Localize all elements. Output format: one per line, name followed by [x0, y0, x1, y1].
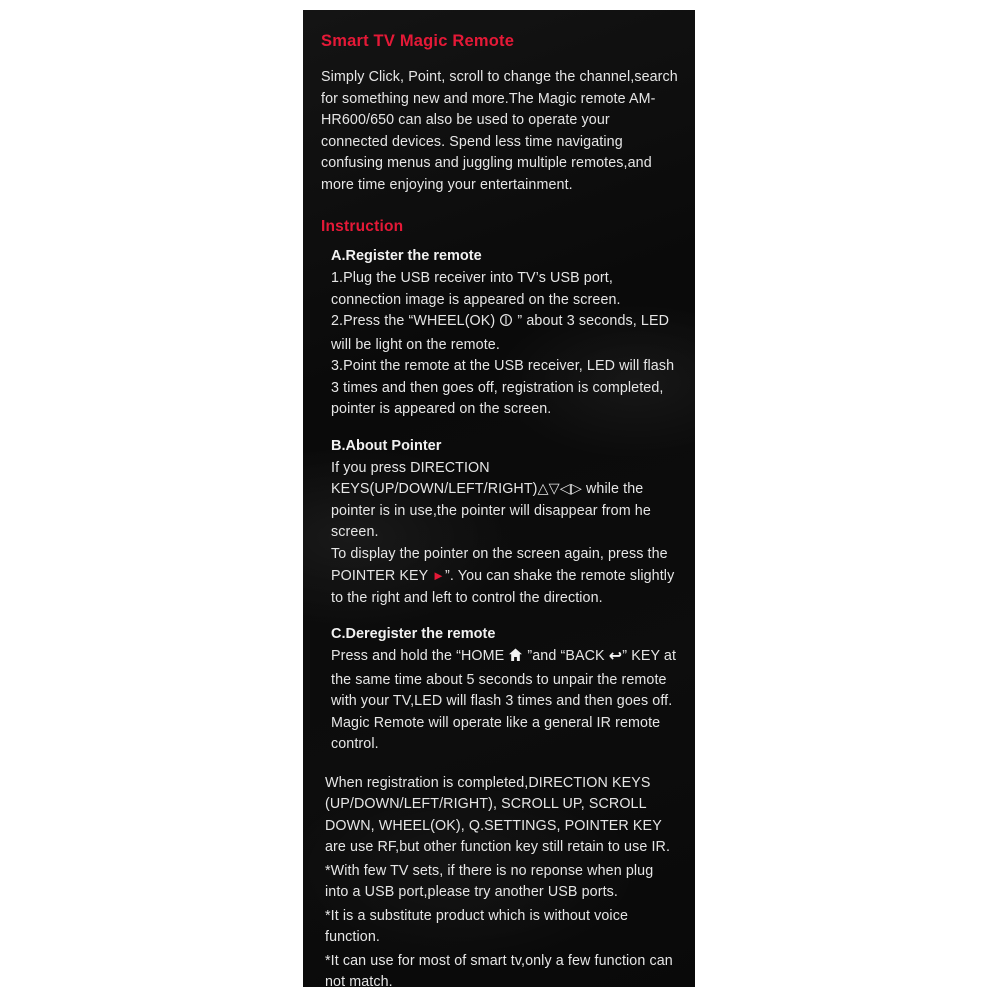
section-c-heading: C.Deregister the remote	[331, 626, 496, 642]
section-register-remote	[331, 248, 679, 421]
section-b-heading: B.About Pointer	[331, 437, 442, 454]
note-compatibility: *It can use for most of smart tv,only a few function can not match.	[325, 952, 673, 990]
deregister-text-mid: ”and “BACK	[523, 648, 609, 664]
back-icon: ↩	[608, 648, 623, 665]
wheel-ok-icon	[499, 313, 513, 335]
section-a-heading: A.Register the remote	[331, 248, 482, 264]
note-no-voice: *It is a substitute product which is without voice function.	[325, 907, 628, 945]
section-a-step1: 1.Plug the USB receiver into TV’s USB port, connection image is appeared on the screen.	[331, 270, 621, 308]
step2-text-pre: 2.Press the “WHEEL(OK)	[331, 313, 500, 329]
section-about-pointer	[331, 438, 679, 610]
pointer-text-pre: To display the pointer on the screen again, press the POINTER KEY	[331, 545, 668, 584]
product-title: Smart TV Magic Remote	[321, 32, 515, 50]
section-c-paragraph	[331, 646, 679, 756]
instruction-heading: Instruction	[321, 218, 404, 235]
note-usb-port: *With few TV sets, if there is no reponse when plug into a USB port,please try another USB ports.	[325, 862, 654, 900]
deregister-text-pre: Press and hold the “HOME	[331, 648, 509, 664]
section-deregister-remote	[331, 626, 679, 756]
pointer-text-post: ”. You can shake the remote slightly to the right and left to control the direction.	[331, 568, 675, 606]
instruction-panel	[303, 10, 695, 990]
notes-block	[325, 773, 679, 994]
intro-paragraph: Simply Click, Point, scroll to change the channel,search for something new and more.The Magic remote AM-HR600/650 can also be used to operate your connected devices. Spend less time navigating confusing menus and juggling multiple remotes,and more time enjoying your entertainment.	[321, 69, 678, 193]
section-a-step3: 3.Point the remote at the USB receiver, LED will flash 3 times and then goes off, registration is completed, pointer is appeared on the screen.	[331, 358, 675, 417]
section-b-para2	[331, 544, 679, 610]
section-b-para1: If you press DIRECTION KEYS(UP/DOWN/LEFT/RIGHT)△▽◁▷ while the pointer is in use,the pointer will disappear from he screen.	[331, 459, 651, 540]
home-icon	[508, 648, 523, 670]
pointer-key-icon: ►	[432, 568, 446, 583]
step2-text-post: ” about 3 seconds, LED will be light on the remote.	[331, 313, 670, 353]
section-a-step2	[331, 311, 679, 356]
deregister-text-post: ” KEY at the same time about 5 seconds to unpair the remote with your TV,LED will flash 3 times and then goes off. Magic Remote will operate like a general IR remote control.	[331, 648, 677, 752]
note-rf-keys: When registration is completed,DIRECTION KEYS (UP/DOWN/LEFT/RIGHT), SCROLL UP, SCROLL DOWN, WHEEL(OK), Q.SETTINGS, POINTER KEY are use RF,but other function key still retain to use IR.	[325, 774, 671, 855]
